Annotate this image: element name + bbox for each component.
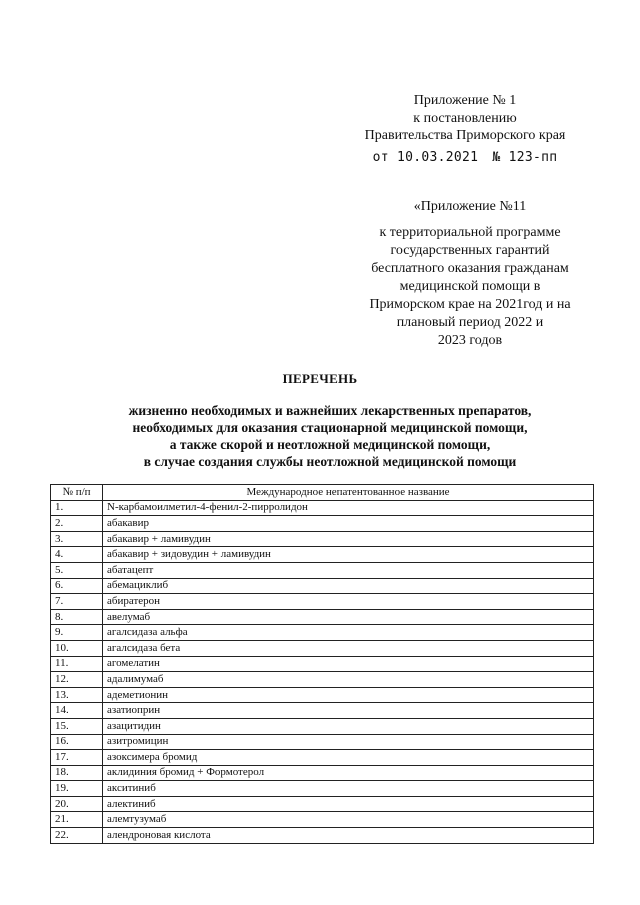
row-number: 8. (51, 609, 103, 625)
drug-name: азоксимера бромид (103, 750, 594, 766)
table-row (51, 578, 594, 594)
row-number: 3. (51, 531, 103, 547)
row-number: 6. (51, 578, 103, 594)
table-row (51, 562, 594, 578)
drug-name: агомелатин (103, 656, 594, 672)
table-row (51, 796, 594, 812)
table-row (51, 765, 594, 781)
drug-name: N-карбамоилметил-4-фенил-2-пирролидон (103, 500, 594, 516)
drug-table-body (51, 500, 594, 843)
drug-table (50, 484, 594, 844)
table-row (51, 640, 594, 656)
drug-name: аклидиния бромид + Формотерол (103, 765, 594, 781)
row-number: 22. (51, 828, 103, 844)
list-subtitle (60, 402, 600, 470)
program-annex-text (355, 224, 585, 350)
program-annex-line: государственных гарантий (390, 243, 550, 258)
program-annex-line: плановый период 2022 и (396, 315, 544, 330)
annex-authority: Правительства Приморского края (364, 128, 566, 143)
row-number: 14. (51, 703, 103, 719)
table-row (51, 828, 594, 844)
list-subtitle-line: в случае создания службы неотложной медицинской помощи (143, 454, 517, 469)
table-row (51, 781, 594, 797)
program-annex-header (340, 198, 600, 350)
row-number: 4. (51, 547, 103, 563)
drug-name: абакавир (103, 516, 594, 532)
table-row (51, 547, 594, 563)
drug-name: абиратерон (103, 594, 594, 610)
table-row (51, 672, 594, 688)
table-row (51, 718, 594, 734)
drug-name: абатацепт (103, 562, 594, 578)
row-number: 11. (51, 656, 103, 672)
annex-subtitle: к постановлению (413, 110, 517, 126)
decree-number: № 123-пп (492, 149, 558, 165)
table-row (51, 687, 594, 703)
decree-reference (330, 149, 600, 167)
drug-name: адалимумаб (103, 672, 594, 688)
table-row (51, 609, 594, 625)
row-number: 9. (51, 625, 103, 641)
drug-name: азатиоприн (103, 703, 594, 719)
annex-title: Приложение № 1 (413, 93, 517, 108)
drug-name: алектиниб (103, 796, 594, 812)
table-row (51, 594, 594, 610)
row-number: 2. (51, 516, 103, 532)
drug-name: абакавир + ламивудин (103, 531, 594, 547)
drug-name: агалсидаза альфа (103, 625, 594, 641)
drug-name: азитромицин (103, 734, 594, 750)
drug-name: абемациклиб (103, 578, 594, 594)
row-number: 5. (51, 562, 103, 578)
column-header-name: Международное непатентованное название (103, 485, 594, 501)
program-annex-label: «Приложение №11 (413, 199, 527, 214)
table-row (51, 750, 594, 766)
table-row (51, 703, 594, 719)
table-row (51, 812, 594, 828)
table-row (51, 531, 594, 547)
decree-date: от 10.03.2021 (372, 149, 479, 165)
table-row (51, 656, 594, 672)
row-number: 19. (51, 781, 103, 797)
drug-name: акситиниб (103, 781, 594, 797)
program-annex-line: медицинской помощи в (399, 279, 541, 294)
table-row (51, 734, 594, 750)
column-header-number: № п/п (51, 485, 103, 501)
row-number: 10. (51, 640, 103, 656)
list-subtitle-line: необходимых для оказания стационарной медицинской помощи, (132, 420, 528, 435)
program-annex-line: к территориальной программе (379, 225, 561, 240)
row-number: 17. (51, 750, 103, 766)
drug-name: абакавир + зидовудин + ламивудин (103, 547, 594, 563)
drug-name: азацитидин (103, 718, 594, 734)
row-number: 12. (51, 672, 103, 688)
drug-name: алендроновая кислота (103, 828, 594, 844)
row-number: 18. (51, 765, 103, 781)
row-number: 16. (51, 734, 103, 750)
list-subtitle-line: а также скорой и неотложной медицинской помощи, (169, 437, 491, 452)
row-number: 7. (51, 594, 103, 610)
table-row (51, 625, 594, 641)
row-number: 21. (51, 812, 103, 828)
row-number: 20. (51, 796, 103, 812)
row-number: 1. (51, 500, 103, 516)
table-row (51, 500, 594, 516)
row-number: 13. (51, 687, 103, 703)
drug-name: адеметионин (103, 687, 594, 703)
drug-name: агалсидаза бета (103, 640, 594, 656)
program-annex-line: бесплатного оказания гражданам (371, 261, 569, 276)
annex-header (330, 92, 600, 166)
drug-name: авелумаб (103, 609, 594, 625)
table-header-row (51, 485, 594, 501)
row-number: 15. (51, 718, 103, 734)
drug-name: алемтузумаб (103, 812, 594, 828)
list-subtitle-line: жизненно необходимых и важнейших лекарственных препаратов, (128, 403, 532, 418)
program-annex-line: Приморском крае на 2021год и на (369, 297, 571, 312)
program-annex-line: 2023 годов (437, 333, 503, 348)
table-row (51, 516, 594, 532)
list-title: ПЕРЕЧЕНЬ (282, 371, 358, 386)
